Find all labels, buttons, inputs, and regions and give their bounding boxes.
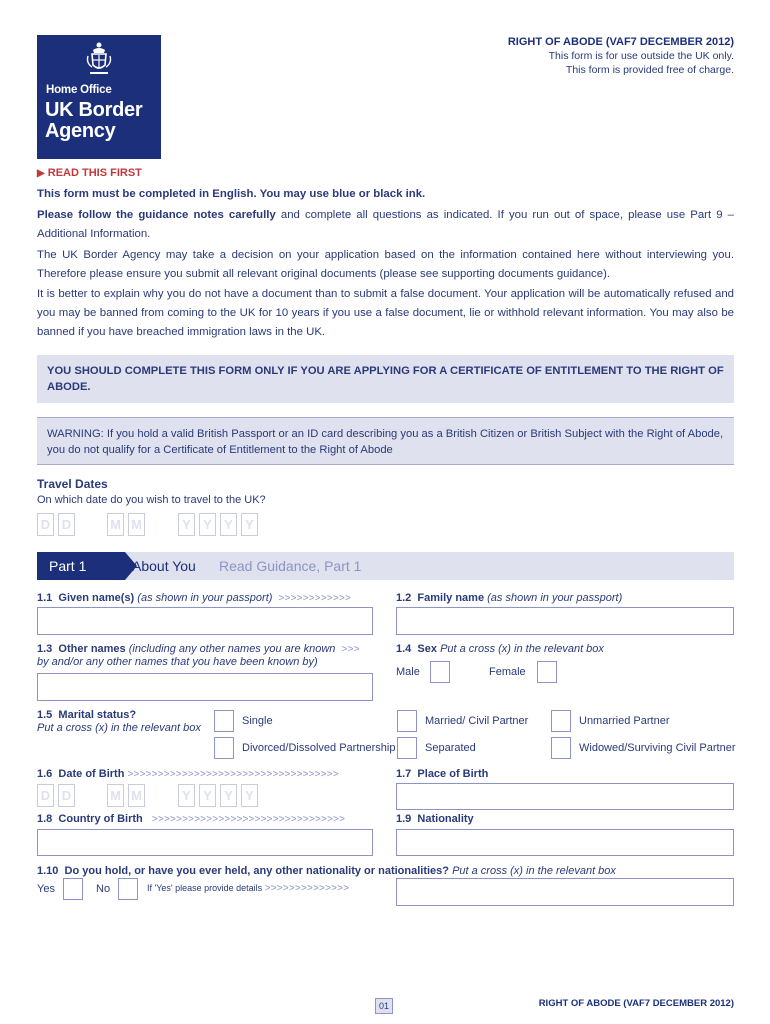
q1-2-label: 1.2 Family name (as shown in your passport) [396, 592, 623, 604]
dob-month-digit-2[interactable]: M [128, 784, 145, 807]
q1-10-label: 1.10 Do you hold, or have you ever held, any other nationality or nationalities? Put a cross (x) in the relevant box [37, 865, 616, 877]
other-nationality-no-label: No [96, 883, 111, 895]
travel-day-digit-1[interactable]: D [37, 513, 54, 536]
q1-9-label: 1.9 Nationality [396, 813, 474, 825]
warning-notice: WARNING: If you hold a valid British Passport or an ID card describing you as a British Citizen or British Subject with the Right of Abode, you do not qualify for a Certificate of Entitlement to the Right of Abode [37, 417, 734, 465]
given-names-field[interactable] [37, 607, 373, 635]
q1-7-label: 1.7 Place of Birth [396, 768, 489, 780]
marital-separated-label: Separated [425, 742, 476, 754]
travel-year-digit-3[interactable]: Y [220, 513, 237, 536]
part-1-banner [37, 552, 734, 580]
eligibility-notice: YOU SHOULD COMPLETE THIS FORM ONLY IF YOU ARE APPLYING FOR A CERTIFICATE OF ENTITLEMENT TO THE RIGHT OF ABODE. [37, 355, 734, 403]
marital-married-checkbox[interactable] [397, 710, 417, 732]
marital-single-label: Single [242, 715, 273, 727]
dob-month-digit-1[interactable]: M [107, 784, 124, 807]
header-line-1: This form is for use outside the UK only. [548, 50, 734, 62]
other-nationality-details-field[interactable] [396, 878, 734, 906]
read-this-first-heading: ▶ READ THIS FIRST [37, 167, 142, 179]
marital-unmarried-checkbox[interactable] [551, 710, 571, 732]
q1-8-label: 1.8 Country of Birth >>>>>>>>>>>>>>>>>>>>>>>>>>>>>>>> [37, 813, 346, 825]
other-nationality-yes-label: Yes [37, 883, 55, 895]
triangle-right-icon: ▶ [37, 168, 45, 179]
q1-1-label: 1.1 Given name(s) (as shown in your passport) >>>>>>>>>>>> [37, 592, 352, 604]
page-number: 01 [375, 998, 393, 1014]
royal-crest-icon [84, 41, 114, 77]
travel-month-digit-1[interactable]: M [107, 513, 124, 536]
form-title: RIGHT OF ABODE (VAF7 DECEMBER 2012) [507, 36, 734, 48]
other-nationality-details-hint: If 'Yes' please provide details >>>>>>>>>>>>>> [147, 883, 350, 894]
part-title: About You [132, 558, 196, 574]
travel-dates-question: On which date do you wish to travel to the UK? [37, 494, 266, 506]
q1-6-label: 1.6 Date of Birth >>>>>>>>>>>>>>>>>>>>>>>>>>>>>>>>>>> [37, 768, 339, 780]
marital-widowed-checkbox[interactable] [551, 737, 571, 759]
place-of-birth-field[interactable] [396, 783, 734, 810]
travel-year-digit-4[interactable]: Y [241, 513, 258, 536]
marital-divorced-checkbox[interactable] [214, 737, 234, 759]
intro-paragraph-4: It is better to explain why you do not have a document than to submit a false document. Your application will be automatically refused and you may be banned from coming to the UK for 10 years if you use a false document, lie or withhold relevant information. You may also be banned if you have breached immigration laws in the UK. [37, 288, 734, 338]
marital-single-checkbox[interactable] [214, 710, 234, 732]
header-line-2: This form is provided free of charge. [565, 64, 734, 76]
logo-home-office: Home Office [46, 84, 112, 96]
dob-day-digit-2[interactable]: D [58, 784, 75, 807]
footer-title: RIGHT OF ABODE (VAF7 DECEMBER 2012) [538, 998, 734, 1009]
travel-date-input[interactable] [37, 513, 297, 539]
dob-year-digit-3[interactable]: Y [220, 784, 237, 807]
part-guidance: Read Guidance, Part 1 [219, 558, 362, 574]
marital-unmarried-label: Unmarried Partner [579, 715, 670, 727]
other-nationality-yes-checkbox[interactable] [63, 878, 83, 900]
q1-3-label: 1.3 Other names (including any other names you are known >>> by and/or any other names that you have been known by) [37, 643, 360, 668]
marital-widowed-label: Widowed/Surviving Civil Partner [579, 742, 736, 754]
dob-year-digit-2[interactable]: Y [199, 784, 216, 807]
nationality-field[interactable] [396, 829, 734, 856]
other-names-field[interactable] [37, 673, 373, 701]
marital-separated-checkbox[interactable] [397, 737, 417, 759]
q1-4-label: 1.4 Sex Put a cross (x) in the relevant box [396, 643, 604, 655]
part-number: Part 1 [37, 552, 125, 580]
q1-5-label: 1.5 Marital status? Put a cross (x) in the relevant box [37, 709, 201, 734]
travel-dates-title: Travel Dates [37, 477, 108, 491]
marital-divorced-label: Divorced/Dissolved Partnership [242, 742, 396, 754]
intro-paragraph-1: This form must be completed in English. You may use blue or black ink. [37, 188, 426, 200]
marital-married-label: Married/ Civil Partner [425, 715, 529, 727]
sex-male-label: Male [396, 666, 420, 678]
travel-month-digit-2[interactable]: M [128, 513, 145, 536]
dob-day-digit-1[interactable]: D [37, 784, 54, 807]
intro-paragraph-3: The UK Border Agency may take a decision on your application based on the information contained here without interviewing you. Therefore please ensure you submit all relevant original documents (please see supporting documents guidance). [37, 249, 734, 280]
travel-year-digit-1[interactable]: Y [178, 513, 195, 536]
dob-year-digit-1[interactable]: Y [178, 784, 195, 807]
date-of-birth-input[interactable] [37, 784, 297, 810]
country-of-birth-field[interactable] [37, 829, 373, 856]
sex-female-checkbox[interactable] [537, 661, 557, 683]
sex-male-checkbox[interactable] [430, 661, 450, 683]
travel-day-digit-2[interactable]: D [58, 513, 75, 536]
other-nationality-no-checkbox[interactable] [118, 878, 138, 900]
form-header [508, 36, 734, 77]
travel-year-digit-2[interactable]: Y [199, 513, 216, 536]
uk-border-agency-logo [37, 35, 161, 159]
dob-year-digit-4[interactable]: Y [241, 784, 258, 807]
family-name-field[interactable] [396, 607, 734, 635]
logo-agency-name: UK Border Agency [45, 99, 143, 142]
intro-paragraph-2: Please follow the guidance notes carefully and complete all questions as indicated. If you run out of space, please use Part 9 – Additional Information. [37, 209, 734, 240]
sex-female-label: Female [489, 666, 526, 678]
